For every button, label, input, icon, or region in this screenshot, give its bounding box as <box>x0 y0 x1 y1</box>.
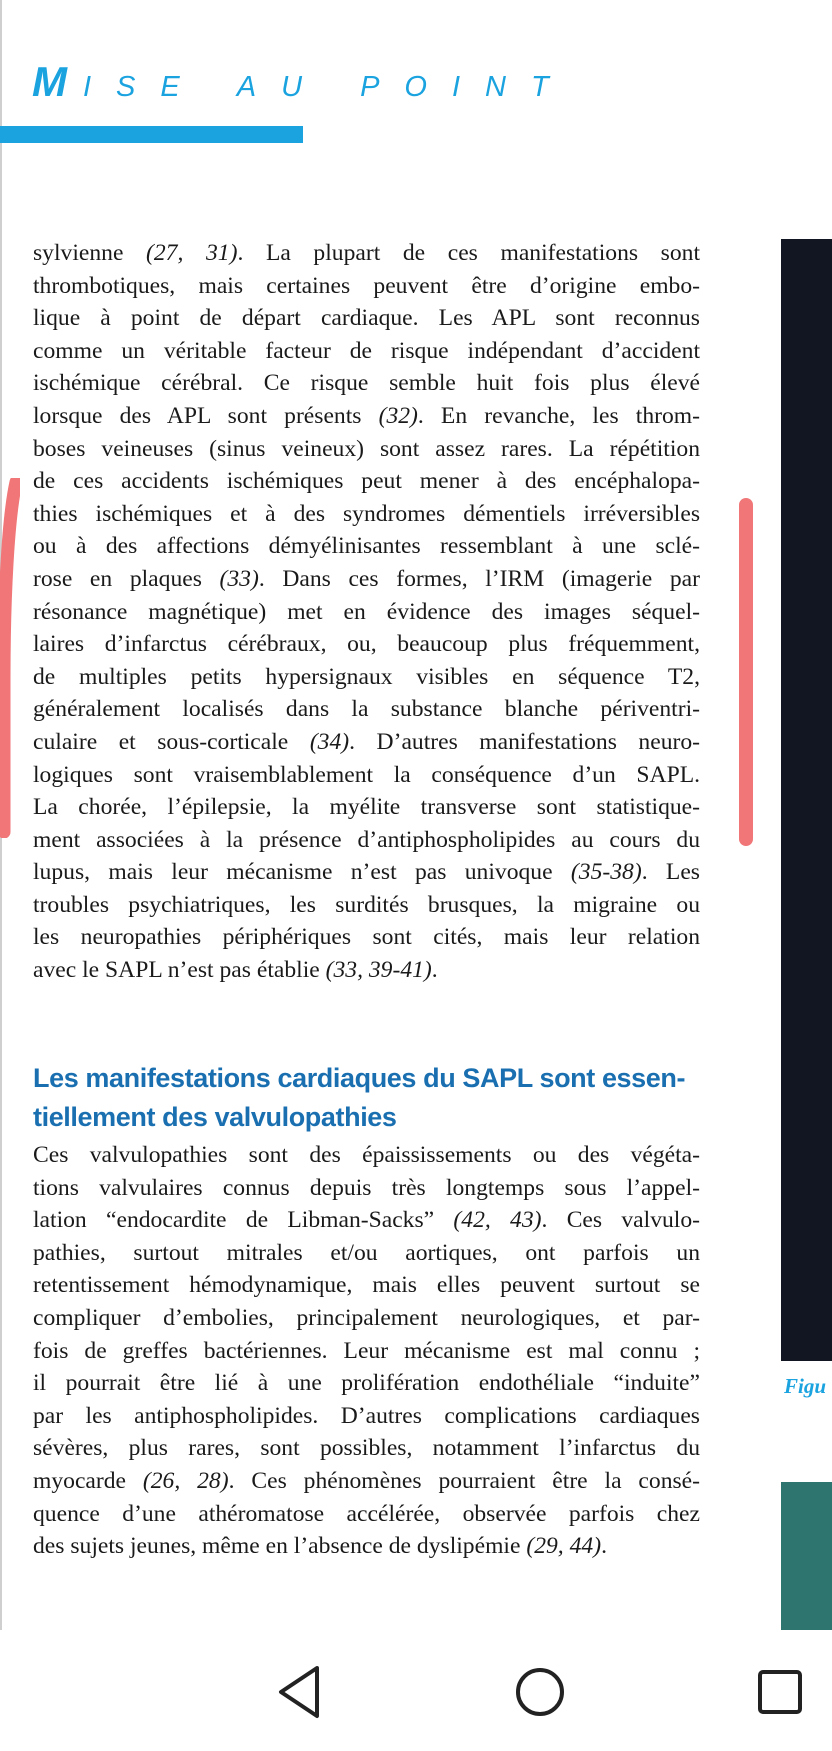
sidebar-box <box>781 1482 832 1630</box>
section-heading <box>33 1059 713 1137</box>
paragraph-cardiac-line: lation “endocardite de Libman-Sacks” (42, 43). Ces valvulo- <box>33 1207 700 1234</box>
paragraph-cardiac-line: myocarde (26, 28). Ces phénomènes pourraient être la consé- <box>33 1467 700 1494</box>
page-left-edge <box>0 0 2 1751</box>
section-header-rest: ISE AU POINT <box>83 71 574 103</box>
paragraph-neurologic-line: avec le SAPL n’est pas établie (33, 39-41). <box>33 957 438 984</box>
section-heading-line-2: tiellement des valvulopathies <box>33 1102 397 1132</box>
paragraph-cardiac-line: pathies, surtout mitrales et/ou aortiques, ont parfois un <box>33 1239 700 1266</box>
paragraph-neurologic-line: sylvienne (27, 31). La plupart de ces manifestations sont <box>33 240 700 266</box>
paragraph-cardiac-line: compliquer d’embolies, principalement neurologiques, et par- <box>33 1304 700 1331</box>
paragraph-neurologic-line: lique à point de départ cardiaque. Les APL sont reconnus <box>33 305 700 332</box>
paragraph-neurologic-line: ment associées à la présence d’antiphospholipides au cours du <box>33 826 700 853</box>
paragraph-neurologic-line: La chorée, l’épilepsie, la myélite transverse sont statistique- <box>33 794 700 821</box>
paragraph-cardiac-line: quence d’une athéromatose accélérée, observée parfois chez <box>33 1500 700 1527</box>
figure-caption: Figu <box>784 1374 827 1398</box>
paragraph-neurologic-line: boses veineuses (sinus veineux) sont assez rares. La répétition <box>33 435 700 462</box>
paragraph-neurologic-line: généralement localisés dans la substance blanche périventri- <box>33 696 700 723</box>
recents-button[interactable] <box>748 1660 812 1724</box>
highlight-mark-left <box>0 478 20 838</box>
paragraph-neurologic-line: résonance magnétique) met en évidence des images séquel- <box>33 598 700 625</box>
section-header <box>32 58 574 108</box>
paragraph-neurologic-line: lupus, mais leur mécanisme n’est pas univoque (35-38). Les <box>33 859 700 886</box>
section-header-initial: M <box>32 58 69 105</box>
paragraph-cardiac-line: Ces valvulopathies sont des épaississements ou des végéta- <box>33 1142 700 1168</box>
header-accent-bar <box>0 126 303 143</box>
paragraph-neurologic-line: les neuropathies périphériques sont cités, mais leur relation <box>33 924 700 951</box>
paragraph-neurologic-line: rose en plaques (33). Dans ces formes, l’IRM (imagerie par <box>33 565 700 592</box>
section-heading-line-1: Les manifestations cardiaques du SAPL sont essen- <box>33 1063 686 1093</box>
square-recents-icon <box>748 1660 812 1724</box>
paragraph-cardiac-line: tions valvulaires connus depuis très longtemps sous l’appel- <box>33 1174 700 1201</box>
paragraph-cardiac-line: fois de greffes bactériennes. Leur mécanisme est mal connu ; <box>33 1337 700 1364</box>
paragraph-cardiac-line: par les antiphospholipides. D’autres complications cardiaques <box>33 1402 700 1429</box>
paragraph-neurologic-line: lorsque des APL sont présents (32). En revanche, les throm- <box>33 402 700 429</box>
paragraph-neurologic-line: de ces accidents ischémiques peut mener à des encéphalopa- <box>33 468 700 495</box>
paragraph-neurologic-line: ou à des affections démyélinisantes ressemblant à une sclé- <box>33 533 700 560</box>
paragraph-cardiac-line: il pourrait être lié à une prolifération endothéliale “induite” <box>33 1370 700 1397</box>
article-body <box>33 237 700 1560</box>
figure-image <box>781 239 832 1361</box>
paragraph-neurologic-line: troubles psychiatriques, les surdités brusques, la migraine ou <box>33 891 700 918</box>
paragraph-neurologic-line: culaire et sous-corticale (34). D’autres manifestations neuro- <box>33 728 700 755</box>
paragraph-cardiac-line: des sujets jeunes, même en l’absence de dyslipémie (29, 44). <box>33 1533 607 1560</box>
paragraph-neurologic-line: thrombotiques, mais certaines peuvent être d’origine embo- <box>33 272 700 299</box>
highlight-mark-right <box>739 498 753 846</box>
paragraph-neurologic-line: de multiples petits hypersignaux visibles en séquence T2, <box>33 663 700 690</box>
paragraph-neurologic-line: laires d’infarctus cérébraux, ou, beaucoup plus fréquemment, <box>33 631 700 658</box>
triangle-back-icon <box>269 1660 333 1724</box>
circle-home-icon <box>508 1660 572 1724</box>
paragraph-neurologic-line: thies ischémiques et à des syndromes démentiels irréversibles <box>33 500 700 527</box>
system-nav-bar <box>0 1630 832 1751</box>
paragraph-cardiac-line: sévères, plus rares, sont possibles, notamment l’infarctus du <box>33 1435 700 1462</box>
paragraph-neurologic-line: ischémique cérébral. Ce risque semble huit fois plus élevé <box>33 370 700 397</box>
paragraph-neurologic-line: logiques sont vraisemblablement la conséquence d’un SAPL. <box>33 761 700 788</box>
paragraph-neurologic-line: comme un véritable facteur de risque indépendant d’accident <box>33 337 700 364</box>
paragraph-neurologic <box>33 237 700 987</box>
paragraph-cardiac <box>33 1139 700 1563</box>
back-button[interactable] <box>269 1660 333 1724</box>
home-button[interactable] <box>508 1660 572 1724</box>
paragraph-cardiac-line: retentissement hémodynamique, mais elles peuvent surtout se <box>33 1272 700 1299</box>
